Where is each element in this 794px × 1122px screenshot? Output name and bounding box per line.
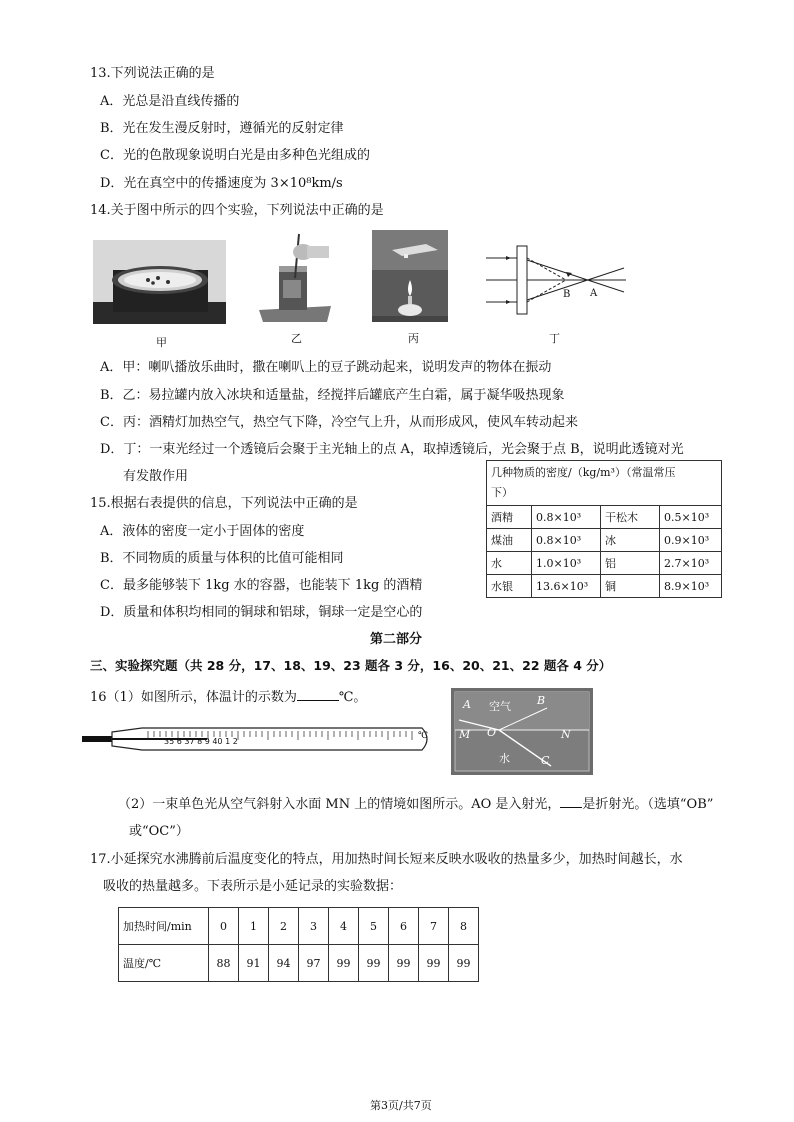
table-cell: 7 [419,908,449,945]
table-cell: 99 [359,945,389,982]
q16-part1 [90,686,366,705]
refraction-label-n: N [561,728,571,741]
q14-option-d: D．丁：一束光经过一个透镜后会聚于主光轴上的点 A，取掉透镜后，光会聚于点 B，说明此透镜对光 [100,442,684,457]
q14-stem: 14.关于图中所示的四个实验，下列说法中正确的是 [90,203,384,218]
q13-option-b: B．光在发生漫反射时，遵循光的反射定律 [100,121,344,136]
density-table-title-2: 下） [491,486,513,499]
refraction-figure [451,688,593,775]
refraction-label-air: 空气 [489,700,511,713]
lens-label-b: B [563,289,571,300]
table-cell: 冰 [601,529,660,552]
q13-option-a: A．光总是沿直线传播的 [100,94,240,109]
table-cell: 94 [269,945,299,982]
q16-part1-pre: 16（1）如图所示，体温计的示数为 [90,690,297,705]
figure-yi-can [255,232,335,324]
answer-blank-refracted-ray[interactable] [560,795,582,808]
table-cell: 8 [449,908,479,945]
q14-option-a: A．甲：喇叭播放乐曲时，撒在喇叭上的豆子跳动起来，说明发声的物体在振动 [100,360,552,375]
table-cell: 1 [239,908,269,945]
q14-option-d-cont: 有发散作用 [123,469,189,484]
refraction-label-a: A [463,698,471,711]
table-cell: 酒精 [487,506,532,529]
caption-jia: 甲 [156,336,167,349]
table-cell: 91 [239,945,269,982]
table-cell: 99 [389,945,419,982]
q14-option-c: C．丙：酒精灯加热空气，热空气下降，冷空气上升，从而形成风，使风车转动起来 [100,415,578,430]
table-cell: 0.5×10³ [660,506,722,529]
thermometer-scale: 35 6 37 8 9 40 1 2 [164,737,238,746]
table-cell: 97 [299,945,329,982]
q15-option-c: C．最多能够装下 1kg 水的容器，也能装下 1kg 的酒精 [100,578,423,593]
q16-part1-post: ℃。 [338,690,367,705]
refraction-label-c: C [541,754,550,767]
table-row [119,945,479,982]
table-header: 加热时间/min [119,908,209,945]
table-cell: 5 [359,908,389,945]
table-cell: 铝 [601,552,660,575]
part2-title: 第二部分 [370,632,423,647]
figure-bing-lamp [372,230,448,322]
answer-blank-temperature[interactable] [297,688,339,701]
q16-part2-pre: （2）一束单色光从空气斜射入水面 MN 上的情境如图所示。AO 是入射光， [118,797,561,812]
q17-stem-line1: 17.小延探究水沸腾前后温度变化的特点，用加热时间长短来反映水吸收的热量多少，加热时间越长，水 [90,852,683,867]
figure-ding-lens [486,242,626,318]
q15-option-a: A．液体的密度一定小于固体的密度 [100,524,305,539]
table-row [119,908,479,945]
figure-jia-speaker [93,240,226,324]
table-cell: 干松木 [601,506,660,529]
refraction-label-water: 水 [499,752,510,765]
q17-stem-line2: 吸收的热量越多。下表所示是小延记录的实验数据： [103,879,403,894]
section3-title: 三、实验探究题（共 28 分，17、18、19、23 题各 3 分，16、20、21、22 题各 4 分） [90,658,612,673]
table-row [487,506,722,529]
q17-data-table [118,907,479,982]
table-row [487,552,722,575]
lens-label-a: A [590,288,598,299]
table-cell: 1.0×10³ [532,552,601,575]
table-cell: 4 [329,908,359,945]
q15-stem: 15.根据右表提供的信息，下列说法中正确的是 [90,496,358,511]
table-cell: 13.6×10³ [532,575,601,598]
q16-part2-line2: 或“OC”） [129,824,189,839]
density-table [486,460,722,598]
table-cell: 99 [449,945,479,982]
q15-option-d: D．质量和体积均相同的铜球和铝球，铜球一定是空心的 [100,605,423,620]
q13-option-d: D．光在真空中的传播速度为 3×10⁸km/s [100,176,343,191]
table-cell: 水银 [487,575,532,598]
table-cell: 煤油 [487,529,532,552]
q16-part2 [118,793,713,812]
table-cell: 3 [299,908,329,945]
q13-option-c: C．光的色散现象说明白光是由多种色光组成的 [100,148,370,163]
table-cell: 0.8×10³ [532,529,601,552]
table-cell: 99 [419,945,449,982]
table-cell: 8.9×10³ [660,575,722,598]
q15-option-b: B．不同物质的质量与体积的比值可能相同 [100,551,344,566]
q16-part2-post: 是折射光。（选填“OB” [582,797,714,812]
table-cell: 水 [487,552,532,575]
table-cell: 2.7×10³ [660,552,722,575]
thermometer-figure [82,718,434,758]
table-header: 温度/℃ [119,945,209,982]
density-table-title-1: 几种物质的密度/（kg/m³）（常温常压 [491,466,676,479]
refraction-label-o: O [487,726,497,739]
table-cell: 0.9×10³ [660,529,722,552]
table-row [487,575,722,598]
table-cell: 0.8×10³ [532,506,601,529]
q13-stem: 13.下列说法正确的是 [90,66,215,81]
table-cell: 铜 [601,575,660,598]
table-row [487,529,722,552]
page-footer: 第3页/共7页 [370,1099,432,1112]
refraction-label-b: B [537,694,546,707]
caption-ding: 丁 [549,332,560,345]
table-cell: 88 [209,945,239,982]
table-cell: 6 [389,908,419,945]
q14-option-b: B．乙：易拉罐内放入冰块和适量盐，经搅拌后罐底产生白霜，属于凝华吸热现象 [100,388,565,403]
table-cell: 2 [269,908,299,945]
thermometer-unit: ℃ [418,731,429,741]
table-cell: 99 [329,945,359,982]
refraction-label-m: M [459,728,471,741]
caption-bing: 丙 [408,332,419,345]
table-cell: 0 [209,908,239,945]
caption-yi: 乙 [291,332,302,345]
